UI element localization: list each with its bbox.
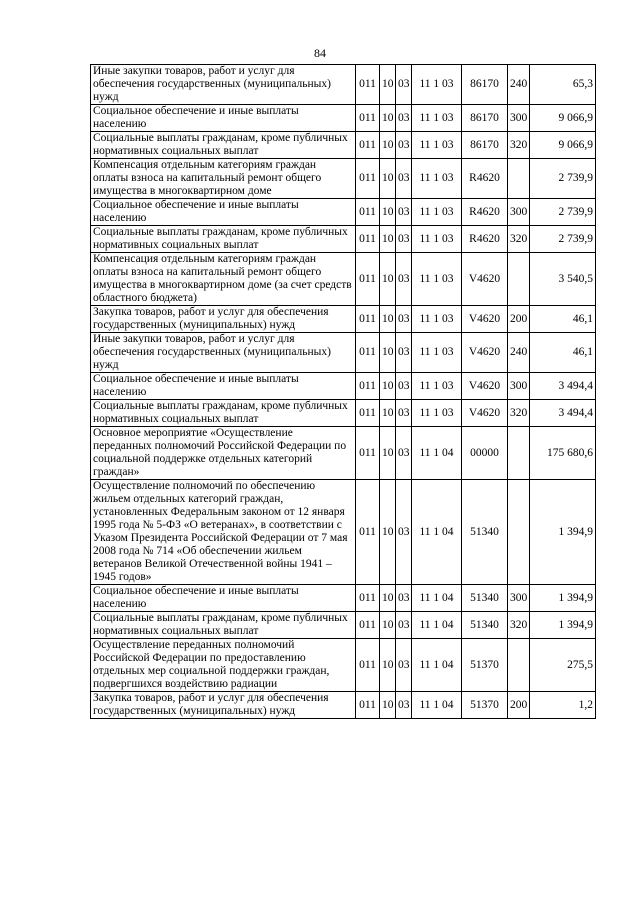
- expense-name-cell: Закупка товаров, работ и услуг для обеспечения государственных (муниципальных) нужд: [91, 692, 356, 719]
- direction-code-cell: 51370: [462, 639, 508, 692]
- amount-cell: 9 066,9: [530, 105, 596, 132]
- direction-code-cell: 86170: [462, 65, 508, 105]
- table-body: [91, 65, 596, 719]
- program-code-cell: 11 1 03: [412, 199, 462, 226]
- subsection-code-cell: 03: [396, 253, 412, 306]
- amount-cell: 9 066,9: [530, 132, 596, 159]
- expense-type-code-cell: [508, 253, 530, 306]
- expense-name-cell: Социальные выплаты гражданам, кроме публичных нормативных социальных выплат: [91, 226, 356, 253]
- program-code-cell: 11 1 04: [412, 480, 462, 585]
- table-row: [91, 692, 596, 719]
- department-code-cell: 011: [356, 692, 380, 719]
- program-code-cell: 11 1 04: [412, 692, 462, 719]
- amount-cell: 3 494,4: [530, 400, 596, 427]
- expense-name-cell: Социальные выплаты гражданам, кроме публичных нормативных социальных выплат: [91, 132, 356, 159]
- subsection-code-cell: 03: [396, 585, 412, 612]
- section-code-cell: 10: [380, 480, 396, 585]
- program-code-cell: 11 1 03: [412, 306, 462, 333]
- section-code-cell: 10: [380, 226, 396, 253]
- table-row: [91, 306, 596, 333]
- expense-type-code-cell: 300: [508, 105, 530, 132]
- direction-code-cell: 86170: [462, 105, 508, 132]
- direction-code-cell: 51340: [462, 585, 508, 612]
- subsection-code-cell: 03: [396, 692, 412, 719]
- department-code-cell: 011: [356, 105, 380, 132]
- department-code-cell: 011: [356, 400, 380, 427]
- department-code-cell: 011: [356, 306, 380, 333]
- section-code-cell: 10: [380, 105, 396, 132]
- direction-code-cell: V4620: [462, 306, 508, 333]
- table-row: [91, 373, 596, 400]
- department-code-cell: 011: [356, 199, 380, 226]
- section-code-cell: 10: [380, 373, 396, 400]
- department-code-cell: 011: [356, 585, 380, 612]
- direction-code-cell: R4620: [462, 159, 508, 199]
- expense-type-code-cell: 320: [508, 400, 530, 427]
- subsection-code-cell: 03: [396, 373, 412, 400]
- department-code-cell: 011: [356, 480, 380, 585]
- subsection-code-cell: 03: [396, 480, 412, 585]
- expense-name-cell: Компенсация отдельным категориям граждан оплаты взноса на капитальный ремонт общего имущества в многоквартирном доме: [91, 159, 356, 199]
- table-row: [91, 333, 596, 373]
- table-row: [91, 105, 596, 132]
- program-code-cell: 11 1 03: [412, 226, 462, 253]
- subsection-code-cell: 03: [396, 132, 412, 159]
- expense-name-cell: Иные закупки товаров, работ и услуг для обеспечения государственных (муниципальных) нужд: [91, 333, 356, 373]
- program-code-cell: 11 1 03: [412, 333, 462, 373]
- table-row: [91, 65, 596, 105]
- direction-code-cell: 51370: [462, 692, 508, 719]
- subsection-code-cell: 03: [396, 105, 412, 132]
- subsection-code-cell: 03: [396, 427, 412, 480]
- department-code-cell: 011: [356, 373, 380, 400]
- direction-code-cell: R4620: [462, 199, 508, 226]
- direction-code-cell: 51340: [462, 612, 508, 639]
- table-row: [91, 639, 596, 692]
- amount-cell: 65,3: [530, 65, 596, 105]
- program-code-cell: 11 1 03: [412, 65, 462, 105]
- expense-type-code-cell: 320: [508, 612, 530, 639]
- expense-name-cell: Социальные выплаты гражданам, кроме публичных нормативных социальных выплат: [91, 612, 356, 639]
- subsection-code-cell: 03: [396, 306, 412, 333]
- expense-name-cell: Социальное обеспечение и иные выплаты населению: [91, 585, 356, 612]
- section-code-cell: 10: [380, 199, 396, 226]
- expense-name-cell: Социальное обеспечение и иные выплаты населению: [91, 105, 356, 132]
- department-code-cell: 011: [356, 226, 380, 253]
- amount-cell: 46,1: [530, 333, 596, 373]
- amount-cell: 1 394,9: [530, 585, 596, 612]
- section-code-cell: 10: [380, 692, 396, 719]
- expense-name-cell: Осуществление переданных полномочий Российской Федерации по предоставлению отдельных мер социальной поддержки граждан, подвергшихся воздействию радиации: [91, 639, 356, 692]
- section-code-cell: 10: [380, 585, 396, 612]
- amount-cell: 1,2: [530, 692, 596, 719]
- program-code-cell: 11 1 04: [412, 639, 462, 692]
- program-code-cell: 11 1 03: [412, 159, 462, 199]
- expense-type-code-cell: 200: [508, 306, 530, 333]
- expense-name-cell: Осуществление полномочий по обеспечению жильем отдельных категорий граждан, установленных Федеральным законом от 12 января 1995 года № 5-ФЗ «О ветеранах», в соответствии с Указом Президента Российской Федерации от 7 мая 2008 года № 714 «Об обеспечении жильем ветеранов Великой Отечественной войны 1941 – 1945 годов»: [91, 480, 356, 585]
- expense-type-code-cell: 240: [508, 333, 530, 373]
- table-row: [91, 585, 596, 612]
- expense-name-cell: Социальные выплаты гражданам, кроме публичных нормативных социальных выплат: [91, 400, 356, 427]
- table-row: [91, 226, 596, 253]
- subsection-code-cell: 03: [396, 159, 412, 199]
- program-code-cell: 11 1 03: [412, 373, 462, 400]
- amount-cell: 2 739,9: [530, 226, 596, 253]
- subsection-code-cell: 03: [396, 333, 412, 373]
- expense-type-code-cell: [508, 480, 530, 585]
- amount-cell: 1 394,9: [530, 612, 596, 639]
- department-code-cell: 011: [356, 612, 380, 639]
- program-code-cell: 11 1 04: [412, 612, 462, 639]
- expense-type-code-cell: [508, 159, 530, 199]
- expense-type-code-cell: [508, 639, 530, 692]
- section-code-cell: 10: [380, 132, 396, 159]
- direction-code-cell: V4620: [462, 333, 508, 373]
- expense-type-code-cell: 300: [508, 373, 530, 400]
- subsection-code-cell: 03: [396, 199, 412, 226]
- amount-cell: 175 680,6: [530, 427, 596, 480]
- expense-type-code-cell: 300: [508, 585, 530, 612]
- table-row: [91, 612, 596, 639]
- department-code-cell: 011: [356, 253, 380, 306]
- direction-code-cell: 86170: [462, 132, 508, 159]
- amount-cell: 3 540,5: [530, 253, 596, 306]
- department-code-cell: 011: [356, 159, 380, 199]
- direction-code-cell: R4620: [462, 226, 508, 253]
- expense-name-cell: Социальное обеспечение и иные выплаты населению: [91, 373, 356, 400]
- expense-name-cell: Компенсация отдельным категориям граждан оплаты взноса на капитальный ремонт общего имущества в многоквартирном доме (за счет средств областного бюджета): [91, 253, 356, 306]
- table-row: [91, 253, 596, 306]
- expense-type-code-cell: 320: [508, 226, 530, 253]
- program-code-cell: 11 1 03: [412, 400, 462, 427]
- amount-cell: 2 739,9: [530, 159, 596, 199]
- program-code-cell: 11 1 04: [412, 585, 462, 612]
- amount-cell: 1 394,9: [530, 480, 596, 585]
- department-code-cell: 011: [356, 427, 380, 480]
- section-code-cell: 10: [380, 333, 396, 373]
- table-row: [91, 199, 596, 226]
- subsection-code-cell: 03: [396, 400, 412, 427]
- page-number: 84: [314, 46, 326, 60]
- amount-cell: 2 739,9: [530, 199, 596, 226]
- section-code-cell: 10: [380, 400, 396, 427]
- amount-cell: 3 494,4: [530, 373, 596, 400]
- program-code-cell: 11 1 03: [412, 105, 462, 132]
- program-code-cell: 11 1 04: [412, 427, 462, 480]
- expense-name-cell: Иные закупки товаров, работ и услуг для обеспечения государственных (муниципальных) нужд: [91, 65, 356, 105]
- department-code-cell: 011: [356, 65, 380, 105]
- program-code-cell: 11 1 03: [412, 253, 462, 306]
- direction-code-cell: V4620: [462, 373, 508, 400]
- section-code-cell: 10: [380, 427, 396, 480]
- table-row: [91, 400, 596, 427]
- section-code-cell: 10: [380, 65, 396, 105]
- direction-code-cell: V4620: [462, 253, 508, 306]
- expense-type-code-cell: 200: [508, 692, 530, 719]
- department-code-cell: 011: [356, 132, 380, 159]
- expense-name-cell: Социальное обеспечение и иные выплаты населению: [91, 199, 356, 226]
- expense-type-code-cell: 240: [508, 65, 530, 105]
- section-code-cell: 10: [380, 306, 396, 333]
- direction-code-cell: 51340: [462, 480, 508, 585]
- direction-code-cell: 00000: [462, 427, 508, 480]
- amount-cell: 275,5: [530, 639, 596, 692]
- program-code-cell: 11 1 03: [412, 132, 462, 159]
- subsection-code-cell: 03: [396, 612, 412, 639]
- table-row: [91, 132, 596, 159]
- subsection-code-cell: 03: [396, 65, 412, 105]
- subsection-code-cell: 03: [396, 226, 412, 253]
- subsection-code-cell: 03: [396, 639, 412, 692]
- expense-type-code-cell: 320: [508, 132, 530, 159]
- department-code-cell: 011: [356, 639, 380, 692]
- section-code-cell: 10: [380, 159, 396, 199]
- expense-name-cell: Основное мероприятие «Осуществление переданных полномочий Российской Федерации по социальной поддержке отдельных категорий граждан»: [91, 427, 356, 480]
- direction-code-cell: V4620: [462, 400, 508, 427]
- table-row: [91, 159, 596, 199]
- amount-cell: 46,1: [530, 306, 596, 333]
- expense-type-code-cell: [508, 427, 530, 480]
- expense-type-code-cell: 300: [508, 199, 530, 226]
- section-code-cell: 10: [380, 253, 396, 306]
- section-code-cell: 10: [380, 639, 396, 692]
- budget-table: [90, 64, 596, 719]
- expense-name-cell: Закупка товаров, работ и услуг для обеспечения государственных (муниципальных) нужд: [91, 306, 356, 333]
- section-code-cell: 10: [380, 612, 396, 639]
- table-row: [91, 427, 596, 480]
- table-row: [91, 480, 596, 585]
- department-code-cell: 011: [356, 333, 380, 373]
